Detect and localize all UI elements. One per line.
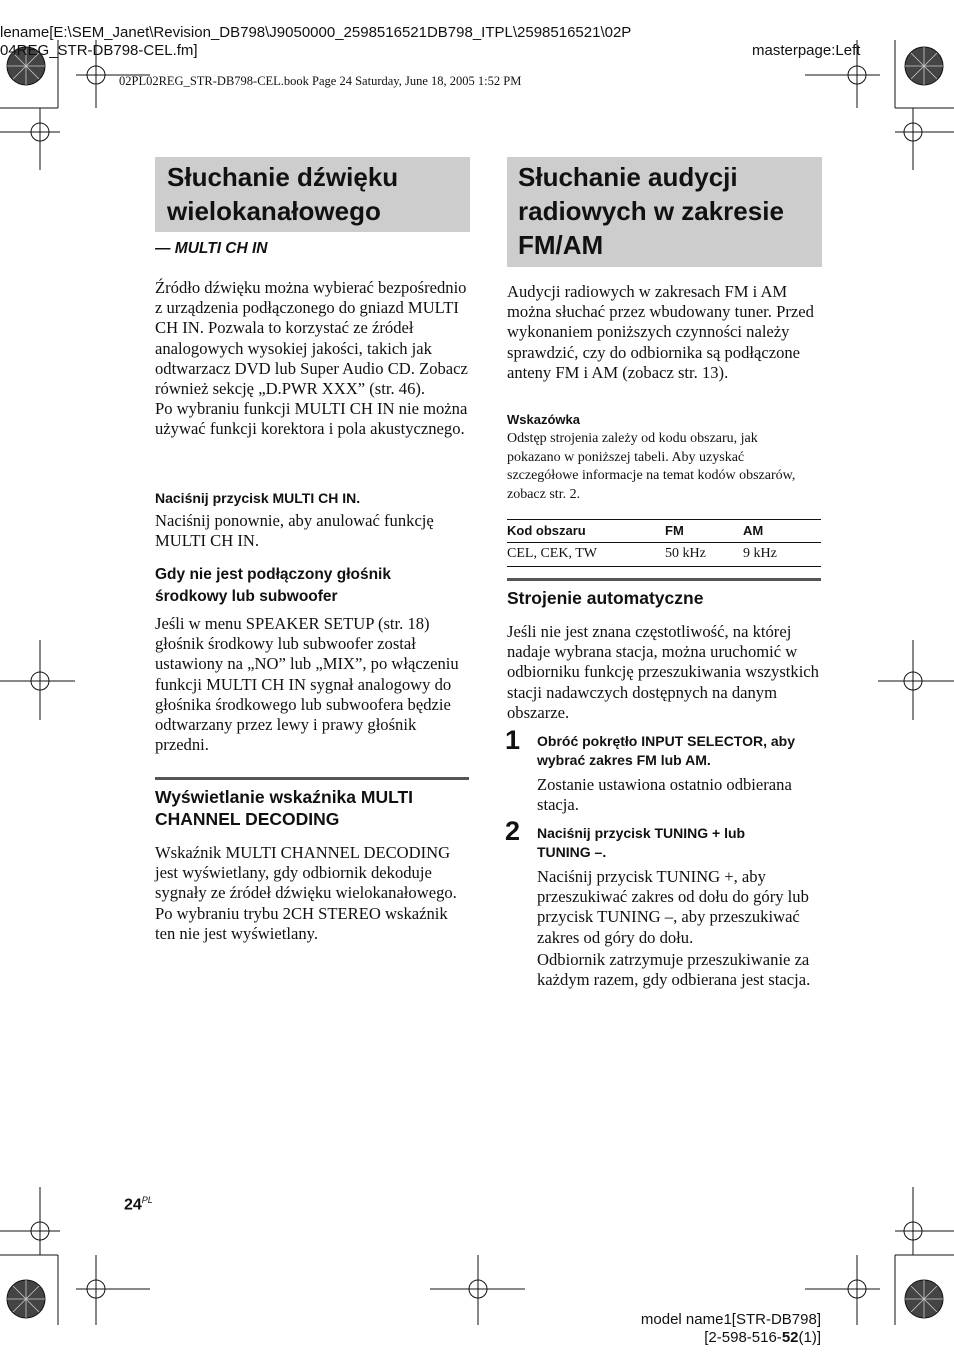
filename-line2: 04REG_STR-DB798-CEL.fm] [0, 42, 198, 59]
table-row [507, 543, 821, 567]
tip-label: Wskazówka [507, 412, 580, 427]
subheading-no-center-speaker: Gdy nie jest podłączony głośnik środkowy lub subwoofer [155, 566, 391, 605]
code-prefix: [2-598-516- [704, 1329, 782, 1346]
intro-paragraph: Źródło dźwięku można wybierać bezpośrednio z urządzenia podłączonego do gniazd MULTI CH IN. Pozwala to korzystać ze źródeł analogowych wysokiej jakości, takich jak odtwarzacz DVD lub Super Audio CD. Zobacz również sekcję „D.PWR XXX” (str. 46). [155, 278, 468, 399]
step-instruction: Obróć pokrętło INPUT SELECTOR, aby wybrać zakres FM lub AM. [537, 733, 796, 768]
masterpage-label: masterpage:Left [752, 42, 861, 59]
step-note: Odbiornik zatrzymuje przeszukiwanie za każdym razem, gdy odbierana jest stacja. [537, 949, 811, 990]
step-number: 1 [505, 725, 521, 755]
instruction-note: Naciśnij ponownie, aby anulować funkcję MULTI CH IN. [155, 511, 434, 551]
page-title-multichannel: Słuchanie dźwięku wielokanałowego [167, 162, 399, 226]
subtitle-multi-ch-in: — MULTI CH IN [155, 240, 268, 257]
step-notes [537, 867, 822, 990]
table-header: Kod obszaru [507, 520, 665, 543]
area-code-table [507, 519, 821, 567]
table-header: AM [743, 520, 821, 543]
left-intro [155, 278, 470, 440]
book-info-line: 02PL02REG_STR-DB798-CEL.book Page 24 Saturday, June 18, 2005 1:52 PM [119, 74, 522, 88]
code-bold: 52 [781, 1329, 799, 1346]
left-title-bar [155, 157, 470, 232]
table-cell: CEL, CEK, TW [507, 543, 665, 567]
tip-text: Odstęp strojenia zależy od kodu obszaru, jak pokazano w poniższej tabeli. Aby uzyskać szczegółowe informacje na temat kodów obszarów, zobacz str. 2. [507, 431, 796, 502]
section-divider [507, 578, 821, 581]
subheading-text: Jeśli w menu SPEAKER SETUP (str. 18) głośnik środkowy lub subwoofer został ustawiony na „NO” lub „MIX”, po włączeniu funkcji MULTI CH IN sygnał analogowy do głośnika środkowego lub subwoofera będzie odtwarzany przez lewy i prawy głośnik przedni. [155, 614, 459, 755]
table-cell: 9 kHz [743, 543, 821, 567]
step-instruction: Naciśnij przycisk TUNING + lub TUNING –. [537, 825, 746, 860]
section-paragraph: Po wybraniu trybu 2CH STEREO wskaźnik ten nie jest wyświetlany. [155, 903, 448, 943]
right-intro: Audycji radiowych w zakresach FM i AM można słuchać przez wbudowany tuner. Przed wykonaniem poniższych czynności należy sprawdzić, czy do odbiornika są podłączone anteny FM i AM (zobacz str. 13). [507, 282, 814, 382]
code-suffix: (1)] [798, 1329, 821, 1346]
page-title-fm-am: Słuchanie audycji radiowych w zakresie FM/AM [518, 162, 784, 260]
table-cell: 50 kHz [665, 543, 743, 567]
section-title-auto-tuning: Strojenie automatyczne [507, 588, 704, 608]
section-divider [155, 777, 469, 780]
page-number [124, 1195, 153, 1214]
section-title-multi-channel-decoding: Wyświetlanie wskaźnika MULTI CHANNEL DECODING [155, 787, 414, 829]
model-line: model name1[STR-DB798] [640, 1311, 821, 1328]
model-info [641, 1311, 821, 1347]
page-number-suffix: PL [141, 1195, 153, 1205]
step-number: 2 [505, 816, 521, 846]
right-title-bar [507, 157, 822, 267]
section-text-multi-channel [155, 843, 470, 944]
table-header-row [507, 520, 821, 543]
filename-line1: lename[E:\SEM_Janet\Revision_DB798\J9050000_2598516521DB798_ITPL\2598516521\02P [0, 24, 632, 41]
step-note: Naciśnij przycisk TUNING +, aby przeszukiwać zakres od dołu do góry lub przycisk TUNING –, aby przeszukiwać zakres od góry do dołu. [537, 867, 809, 947]
section-paragraph: Wskaźnik MULTI CHANNEL DECODING jest wyświetlany, gdy odbiornik dekoduje sygnały ze źródeł dźwięku wielokanałowego. [155, 843, 457, 903]
page-number-value: 24 [124, 1196, 142, 1214]
instruction-multi-ch-in: Naciśnij przycisk MULTI CH IN. [155, 490, 361, 506]
filename-header [0, 24, 631, 60]
table-header: FM [665, 520, 743, 543]
code-line [641, 1329, 821, 1347]
intro-paragraph: Po wybraniu funkcji MULTI CH IN nie można używać funkcji korektora i pola akustycznego. [155, 399, 468, 439]
step-note: Zostanie ustawiona ostatnio odbierana stacja. [537, 775, 792, 815]
section-text-auto-tuning: Jeśli nie jest znana częstotliwość, na której nadaje wybrana stacja, można uruchomić w odbiorniku funkcję przeszukiwania wszystkich stacji nadawczych dostępnych na danym obszarze. [507, 622, 819, 722]
